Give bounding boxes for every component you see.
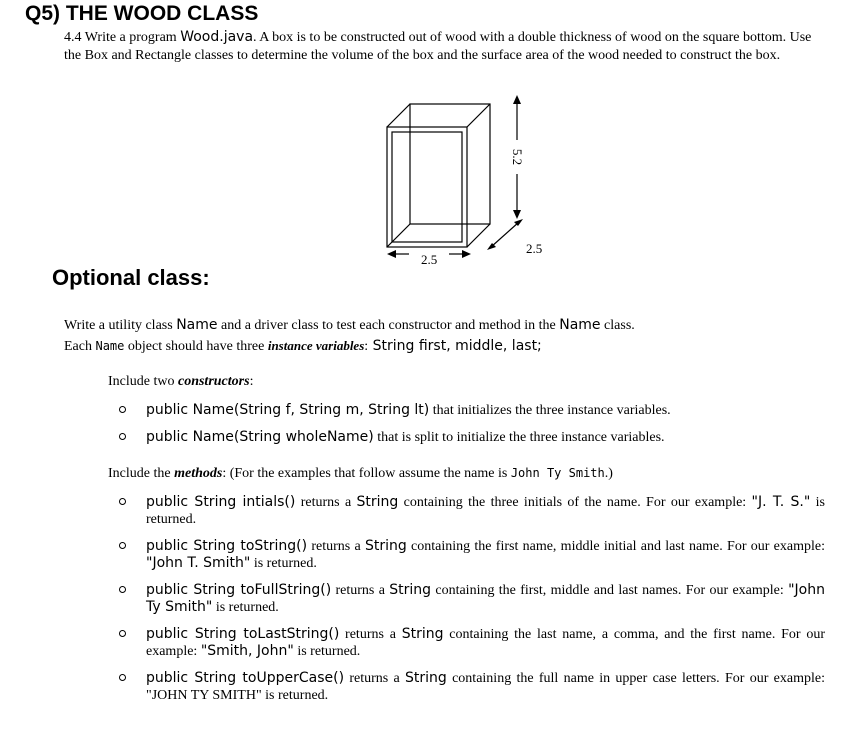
- constructors-intro-post: :: [249, 374, 254, 389]
- method-example: "JOHN TY SMITH": [146, 688, 262, 703]
- constructors-list: [110, 402, 825, 446]
- intro-text-1: Write a program: [81, 30, 181, 45]
- optional-line1-pre: Write a utility class: [64, 318, 177, 333]
- return-type: String: [405, 670, 447, 686]
- class-name-2: Name: [559, 317, 601, 333]
- constructors-intro: [108, 374, 253, 390]
- methods-intro: [108, 466, 613, 482]
- optional-description: [64, 315, 834, 357]
- assignment-intro: [64, 28, 829, 65]
- intro-text-2: . A box is to be constructed out of wood with a double thickness of wood on the square bottom. Use the Box and Rectangle classes to determine the volume of the box and the surface area of the wood needed to construct the box.: [64, 30, 812, 63]
- method-desc-2: containing the full name in upper case letters. For our example:: [446, 671, 825, 686]
- width-label: 2.5: [421, 252, 438, 267]
- methods-intro-post: .): [604, 466, 613, 481]
- program-name: Wood.java: [180, 29, 254, 45]
- list-item: [110, 538, 825, 572]
- list-item: [110, 626, 825, 660]
- method-desc-2: containing the last name, a comma, and the first name. For our example:: [146, 627, 825, 659]
- method-example: "John T. Smith": [146, 555, 251, 571]
- problem-number: 4.4: [64, 30, 82, 45]
- method-signature: public String intials(): [146, 494, 296, 510]
- colon: :: [364, 339, 369, 354]
- bullet-icon: [119, 674, 126, 681]
- bullet-icon: [119, 406, 126, 413]
- method-desc-3: is returned.: [212, 600, 279, 615]
- height-label: 5.2: [510, 148, 525, 166]
- method-desc-3: is returned.: [250, 556, 317, 571]
- class-name: Name: [176, 317, 218, 333]
- method-desc-2: containing the first name, middle initial and last name. For our example:: [406, 539, 825, 554]
- return-type: String: [365, 538, 407, 554]
- constructors-label: constructors: [177, 374, 250, 389]
- bullet-icon: [119, 630, 126, 637]
- method-desc-1: returns a: [331, 583, 390, 598]
- optional-line1-end: class.: [600, 318, 635, 333]
- list-item: [110, 494, 825, 528]
- list-item: [110, 429, 825, 446]
- page-title: Q5) THE WOOD CLASS: [25, 2, 259, 25]
- methods-intro-pre: Include the: [108, 466, 175, 481]
- method-desc-1: returns a: [344, 671, 406, 686]
- method-signature: public String toUpperCase(): [146, 670, 345, 686]
- constructor-description: that initializes the three instance variables.: [429, 403, 671, 418]
- return-type: String: [389, 582, 432, 598]
- bullet-icon: [119, 542, 126, 549]
- methods-intro-mid: : (For the examples that follow assume the name is: [222, 466, 511, 481]
- optional-line1-post: and a driver class to test each constructor and method in the: [217, 318, 560, 333]
- bullet-icon: [119, 433, 126, 440]
- method-example: "John Ty Smith": [146, 582, 825, 615]
- bullet-icon: [119, 498, 126, 505]
- constructor-signature: public Name(String f, String m, String lt): [146, 402, 430, 418]
- method-desc-1: returns a: [339, 627, 402, 642]
- list-item: [110, 670, 825, 704]
- method-signature: public String toLastString(): [146, 626, 340, 642]
- method-desc-1: returns a: [295, 495, 357, 510]
- optional-line2-pre: Each: [64, 339, 96, 354]
- return-type: String: [401, 626, 444, 642]
- optional-class-heading: Optional class:: [52, 265, 210, 290]
- name-mono: Name: [95, 339, 125, 353]
- list-item: [110, 402, 825, 419]
- method-desc-3: is returned.: [261, 688, 329, 703]
- methods-list: [110, 494, 825, 704]
- box-diagram: [383, 92, 563, 272]
- methods-label: methods: [174, 466, 223, 481]
- method-desc-3: is returned.: [293, 644, 361, 659]
- method-signature: public String toFullString(): [146, 582, 332, 598]
- return-type: String: [356, 494, 399, 510]
- constructors-intro-pre: Include two: [108, 374, 178, 389]
- method-desc-2: containing the three initials of the name. For our example:: [398, 495, 752, 510]
- constructor-description: that is split to initialize the three instance variables.: [373, 430, 665, 445]
- method-signature: public String toString(): [146, 538, 308, 554]
- instance-variables-term: instance variables: [267, 338, 365, 353]
- fields-declaration: String first, middle, last;: [368, 338, 542, 354]
- depth-label: 2.5: [526, 241, 543, 256]
- method-example: "Smith, John": [200, 643, 294, 659]
- method-desc-2: containing the first, middle and last names. For our example:: [431, 583, 789, 598]
- constructor-signature: public Name(String wholeName): [146, 429, 374, 445]
- method-example: "J. T. S.": [751, 494, 811, 510]
- method-desc-1: returns a: [307, 539, 365, 554]
- optional-line2-mid: object should have three: [124, 339, 268, 354]
- method-desc-3: is returned.: [146, 495, 826, 527]
- example-name: John Ty Smith: [510, 466, 605, 480]
- bullet-icon: [119, 586, 126, 593]
- list-item: [110, 582, 825, 616]
